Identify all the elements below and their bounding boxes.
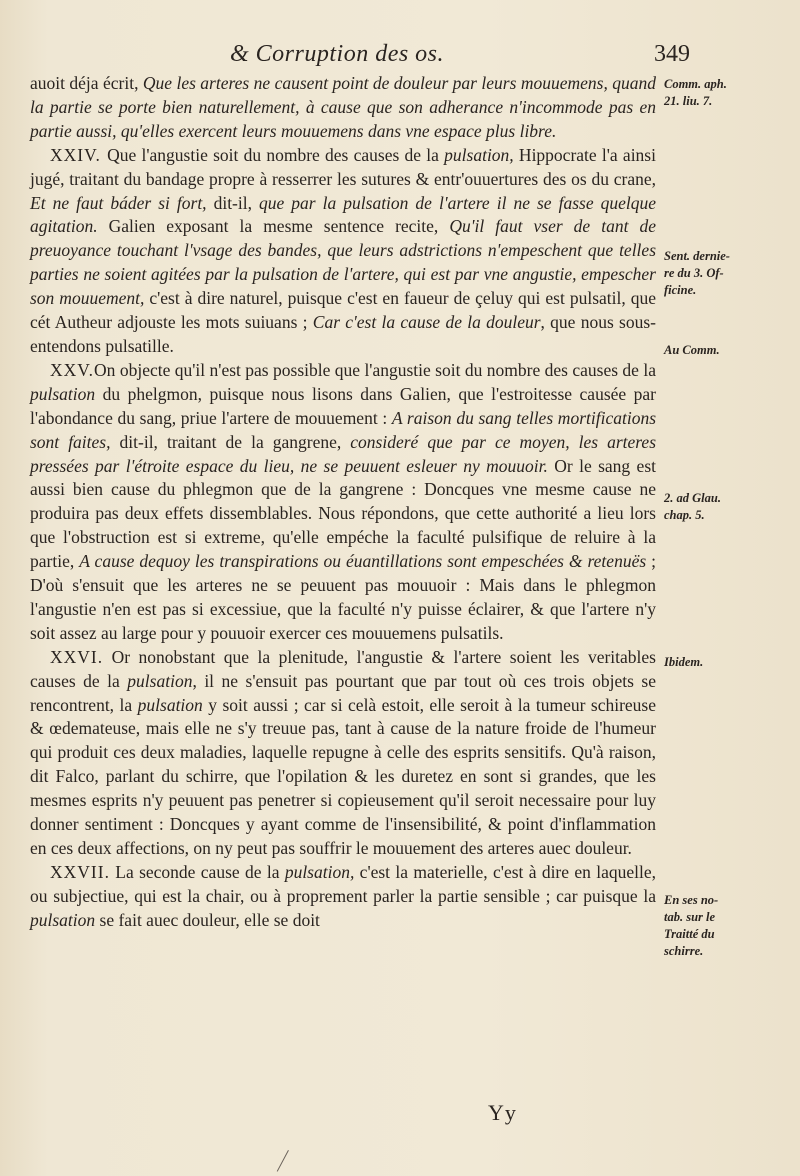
margin-note-line: tab. sur le xyxy=(664,910,716,924)
text-run: c'est la materielle, c'est à dire en laquelle, ou subjectiue, qui est la chair, ou à proprement parler la partie sensible ; car puisque la xyxy=(30,861,656,906)
text-run: Hippocrate l'a ainsi jugé, traitant du bandage propre à resserrer les sutures & entr'ouuertures des os du crane, xyxy=(30,144,656,189)
margin-note-line: Comm. aph. xyxy=(664,77,727,91)
margin-note-line: ficine. xyxy=(664,283,697,297)
margin-note-line: Sent. dernie- xyxy=(664,249,730,263)
margin-note-ad-glau xyxy=(664,490,794,524)
text-run: y soit aussi ; car si celà estoit, elle seroit à la tumeur schireuse & œdemateuse, mais elle ne s'y treuue pas, tant à cause de la nature froide de l'humeur qui produit ces deux maladies, laquelle repugne à celle des esprits sensitifs. Qu'à raison, dit Falco, parlant du schirre, que l'opilation & les duretez en sont si grandes, que les mesmes esprits n'y peuuent pas penetrer si copieusement qu'il seroit necessaire pour luy donner sentiment : Doncques y ayant comme de l'insensibilité, & point d'inflammation en ces deux affections, on ny peut pas souffrir le mouuement des arteres auec douleur. xyxy=(30,694,657,858)
margin-note-sent-derniere xyxy=(664,248,794,299)
section-number: XXVII. xyxy=(50,861,110,882)
text-run: auoit déja écrit, xyxy=(30,73,143,93)
italic-run: pulsation xyxy=(137,694,203,715)
margin-note-line: re du 3. Of- xyxy=(664,266,724,280)
margin-note-line: 21. liu. 7. xyxy=(664,94,713,108)
text-run: c'est à dire naturel, puisque c'est en faueur de çeluy qui est pulsatil, que cét Autheur adjouste les mots suiuans ; xyxy=(30,288,657,333)
italic-run: A cause dequoy les transpirations ou éuantillations sont empeschées & retenuës xyxy=(79,551,647,572)
italic-run: que par la pulsation de l'artere il ne se fasse quelque agitation. xyxy=(30,192,657,237)
body-text xyxy=(30,72,656,933)
margin-note-line: Au Comm. xyxy=(664,343,720,357)
margin-note-en-ses-notab xyxy=(664,892,794,960)
section-number: XXVI. xyxy=(50,646,104,667)
margin-note-ibidem xyxy=(664,654,794,671)
margin-note-line: chap. 5. xyxy=(664,508,705,522)
italic-run: Et ne faut báder si fort, xyxy=(30,192,207,213)
margin-note-au-comm xyxy=(664,342,794,359)
text-run: Or nonobstant que la plenitude, l'angustie & l'artere soient les veritables causes de la xyxy=(30,646,656,691)
italic-run: Car c'est la cause de la douleur xyxy=(312,312,541,333)
section-number: XXV. xyxy=(50,359,95,380)
text-run: se fait auec douleur, elle se doit xyxy=(95,909,320,930)
italic-run: pulsation xyxy=(127,670,193,691)
text-run: , il ne s'ensuit pas pourtant que par tout où ces trois objets se rencontrent, la xyxy=(30,670,657,715)
text-run: dit-il, traitant de la gangrene, xyxy=(110,431,351,452)
italic-run: Qu'il faut vser de tant de preuoyance touchant l'vsage des bandes, que leurs adstrictions n'empeschent que telles parties ne soient agitées par la pulsation de l'artere, qui est par vne angustie, empescher son mouuement, xyxy=(30,216,656,309)
text-run: , que nous sous-entendons pulsatille. xyxy=(30,312,656,356)
text-run: Or le sang est aussi bien cause du phlegmon que de la gangrene : Doncques vne mesme cause ne produira pas deux effets dissemblables. Nous répondons, que cette authorité a lieu lors que l'obstruction est si extreme, qu'elle empéche la faculté pulsifique de reluire à la partie, xyxy=(30,455,656,572)
italic-run: pulsation xyxy=(30,909,96,930)
text-run: ; D'où s'ensuit que les arteres ne se peuuent pas mouuoir : Mais dans le phlegmon l'angustie n'en est pas si excessiue, que la faculté n'y puisse éclairer, & que l'artere n'y soit assez au large pour y pouuoir exercer ces mouuemens pulsatils. xyxy=(30,551,656,643)
margin-note-line: 2. ad Glau. xyxy=(664,491,721,505)
section-number: XXIV. xyxy=(50,144,108,165)
pen-stroke-mark xyxy=(277,1150,289,1172)
italic-run: Que les arteres ne causent point de douleur par leurs mouuemens, quand la partie se porte bien naturellement, à cause que son adherance n'incommode pas en partie aussi, qu'elles exercent leurs mouuemens dans vne espace plus libre. xyxy=(30,73,656,141)
paragraph-xxv xyxy=(30,359,656,646)
text-run: La seconde cause de la xyxy=(109,861,285,882)
paragraph-xxvi xyxy=(30,646,656,861)
text-run: Galien exposant la mesme sentence recite, xyxy=(97,216,450,237)
text-run: dit-il, xyxy=(206,192,260,213)
italic-run: consideré que par ce moyen, les arteres pressées par l'étroite espace du lieu, ne se peuuent esleuer ny mouuoir. xyxy=(30,431,657,476)
running-title: & Corruption des os. xyxy=(230,41,445,67)
paragraph-xxiv xyxy=(30,144,656,359)
text-run: Que l'angustie soit du nombre des causes de la xyxy=(107,144,445,165)
italic-run: A raison du sang telles mortifications sont faites, xyxy=(30,407,656,452)
italic-run: pulsation xyxy=(30,383,96,404)
italic-run: pulsation, xyxy=(444,144,514,165)
margin-note-line: En ses no- xyxy=(664,893,719,907)
catchword: Yy xyxy=(488,1100,517,1125)
italic-run: pulsation, xyxy=(284,861,355,882)
paragraph-continuation xyxy=(30,72,656,144)
paragraph-xxvii xyxy=(30,861,656,933)
margin-note-comm-aph xyxy=(664,76,794,110)
page-header xyxy=(230,38,690,70)
margin-note-line: Traitté du xyxy=(664,927,715,941)
margin-note-line: Ibidem. xyxy=(664,655,704,669)
margin-note-line: schirre. xyxy=(664,944,704,958)
text-run: On objecte qu'il n'est pas possible que l'angustie soit du nombre des causes de la xyxy=(94,359,656,380)
text-run: du phelgmon, puisque nous lisons dans Galien, que l'estroitesse causée par l'abondance du sang, priue l'artere de mouuement : xyxy=(30,383,656,428)
page-number: 349 xyxy=(654,41,690,67)
